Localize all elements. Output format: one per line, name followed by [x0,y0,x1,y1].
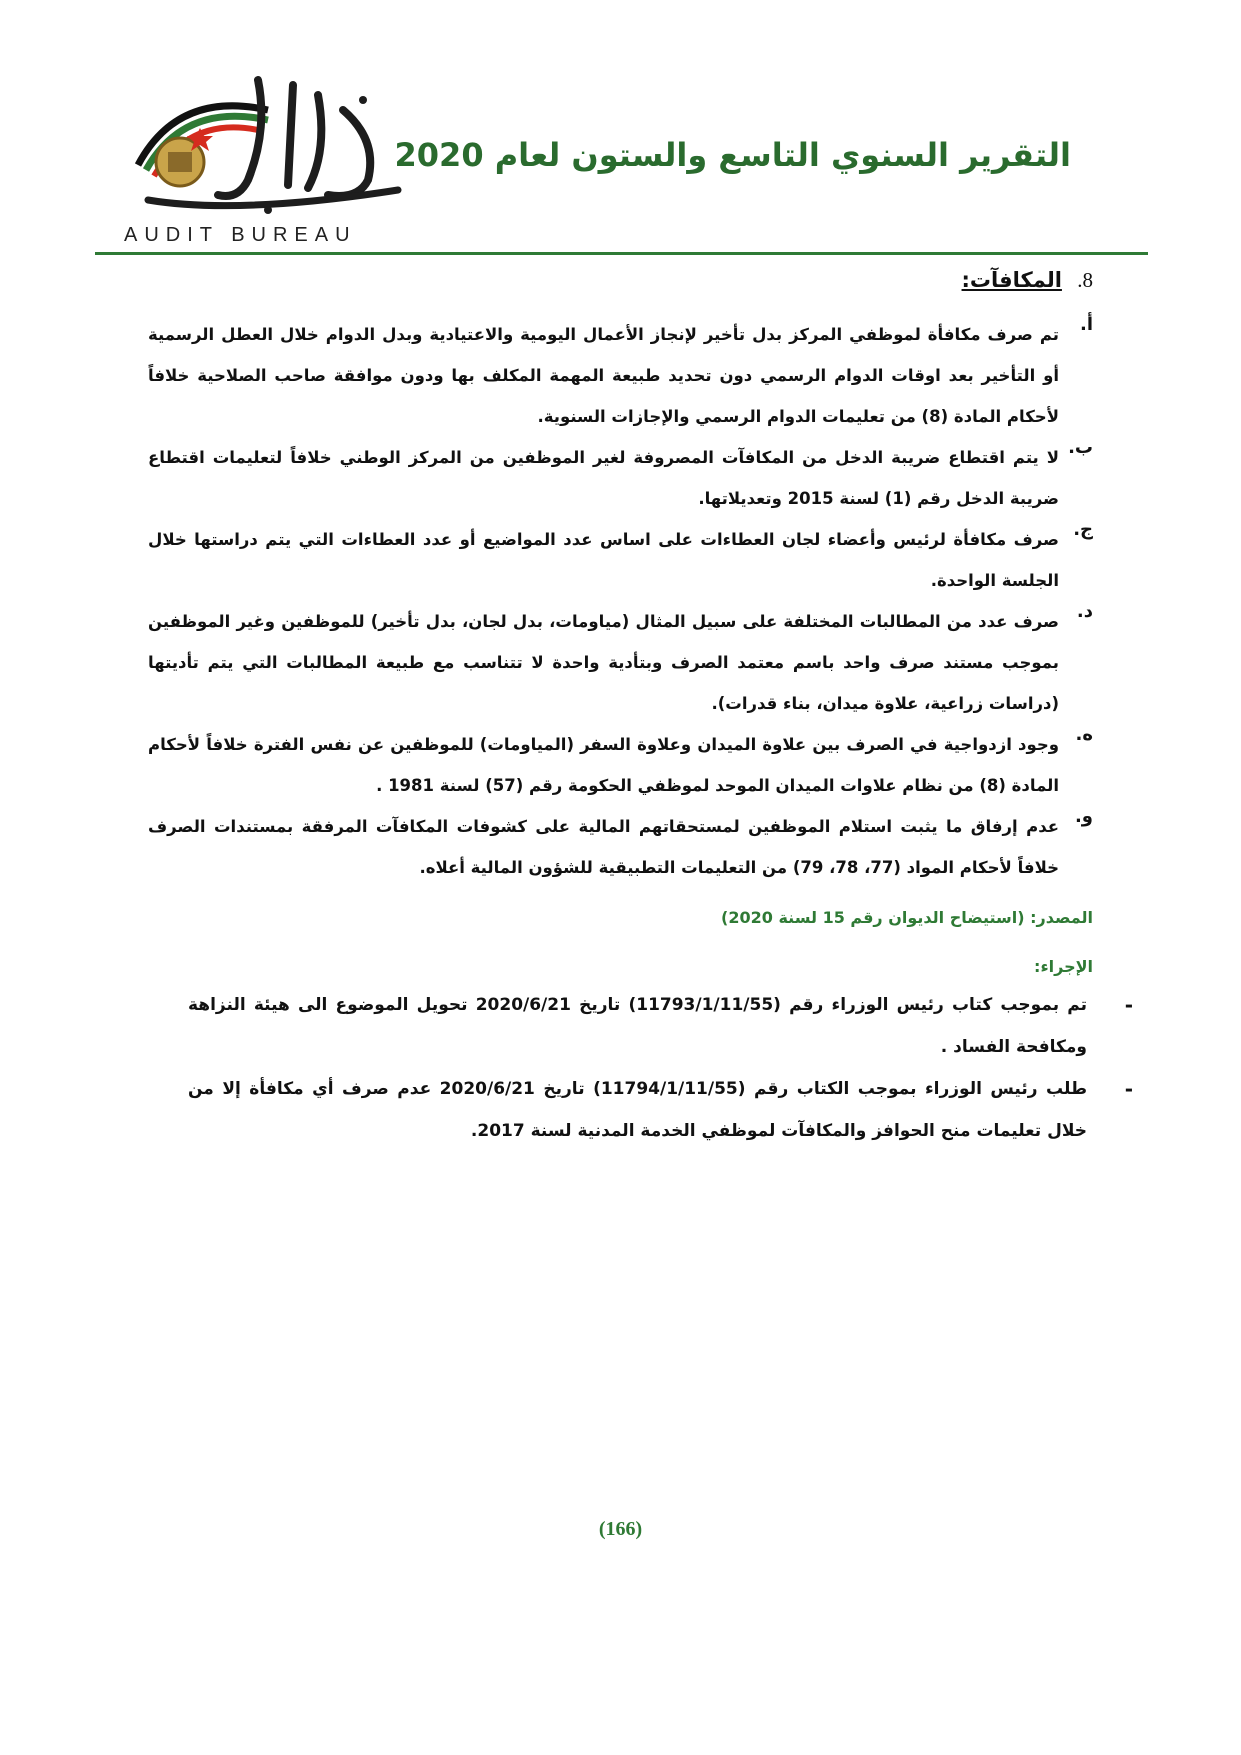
finding-marker: و. [1074,806,1093,827]
finding-marker: ج. [1073,519,1093,540]
finding-marker: د. [1076,601,1093,622]
header-divider [95,252,1148,255]
finding-item [148,724,1093,806]
page-number: (166) [598,1518,643,1540]
finding-item [148,806,1093,888]
finding-text: تم صرف مكافأة لموظفي المركز بدل تأخير لإنجاز الأعمال اليومية والاعتيادية وبدل الدوام خلال العطل الرسمية أو التأخير بعد اوقات الدوام الرسمي دون تحديد طبيعة المهمة المكلف بها ودون موافقة صاحب الصلاحية خلافاً لأحكام المادة (8) من تعليمات الدوام الرسمي والإجازات السنوية. [148,325,1059,426]
finding-text: صرف مكافأة لرئيس وأعضاء لجان العطاءات على اساس عدد المواضيع أو عدد العطاءات التي يتم دراستها خلال الجلسة الواحدة. [148,530,1059,590]
finding-marker: أ. [1079,314,1093,335]
finding-item [148,519,1093,601]
section-number: 8. [1077,268,1093,292]
report-title: التقرير السنوي التاسع والستون لعام 2020 [394,136,1071,174]
finding-item [148,314,1093,437]
finding-text: وجود ازدواجية في الصرف بين علاوة الميدان وعلاوة السفر (المياومات) للموظفين عن نفس الفترة خلافاً لأحكام المادة (8) من نظام علاوات الميدان الموحد لموظفي الحكومة رقم (57) لسنة 1981 . [148,735,1059,795]
procedure-item [188,984,1133,1068]
list-dash: - [1124,1077,1133,1101]
section-heading [148,268,1093,296]
procedure-list [188,984,1133,1152]
procedure-heading: الإجراء: [1034,957,1093,976]
procedure-text: تم بموجب كتاب رئيس الوزراء رقم (11793/1/11/55) تاريخ 2020/6/21 تحويل الموضوع الى هيئة النزاهة ومكافحة الفساد . [188,995,1087,1057]
finding-marker: ه. [1075,724,1093,745]
finding-text: صرف عدد من المطالبات المختلفة على سبيل المثال (مياومات، بدل لجان، بدل تأخير) للموظفين وغير الموظفين بموجب مستند صرف واحد باسم معتمد الصرف وبتأدية واحدة لا تتناسب مع طبيعة المطالبات التي يتم تأديتها (دراسات زراعية، علاوة ميدان، بناء قدرات). [148,612,1059,713]
finding-item [148,437,1093,519]
finding-text: عدم إرفاق ما يثبت استلام الموظفين لمستحقاتهم المالية على كشوفات المكافآت المرفقة بمستندات الصرف خلافاً لأحكام المواد (77، 78، 79) من التعليمات التطبيقية للشؤون المالية أعلاه. [148,817,1059,877]
source-reference: المصدر: (استيضاح الديوان رقم 15 لسنة 2020) [721,908,1093,927]
page-header [0,0,1241,260]
finding-text: لا يتم اقتطاع ضريبة الدخل من المكافآت المصروفة لغير الموظفين من المركز الوطني خلافاً لتعليمات اقتطاع ضريبة الدخل رقم (1) لسنة 2015 وتعديلاتها. [148,448,1059,508]
section-title: المكافآت: [961,268,1062,292]
logo-caption: AUDIT BUREAU [124,224,357,246]
list-dash: - [1124,993,1133,1017]
finding-marker: ب. [1068,437,1093,458]
audit-bureau-logo [118,62,418,252]
page-content [148,268,1133,1152]
finding-item [148,601,1093,724]
procedure-text: طلب رئيس الوزراء بموجب الكتاب رقم (11794/1/11/55) تاريخ 2020/6/21 عدم صرف أي مكافأة إلا من خلال تعليمات منح الحوافز والمكافآت لموظفي الخدمة المدنية لسنة 2017. [188,1079,1087,1141]
logo-emblem-icon [118,70,418,220]
procedure-item [188,1068,1133,1152]
